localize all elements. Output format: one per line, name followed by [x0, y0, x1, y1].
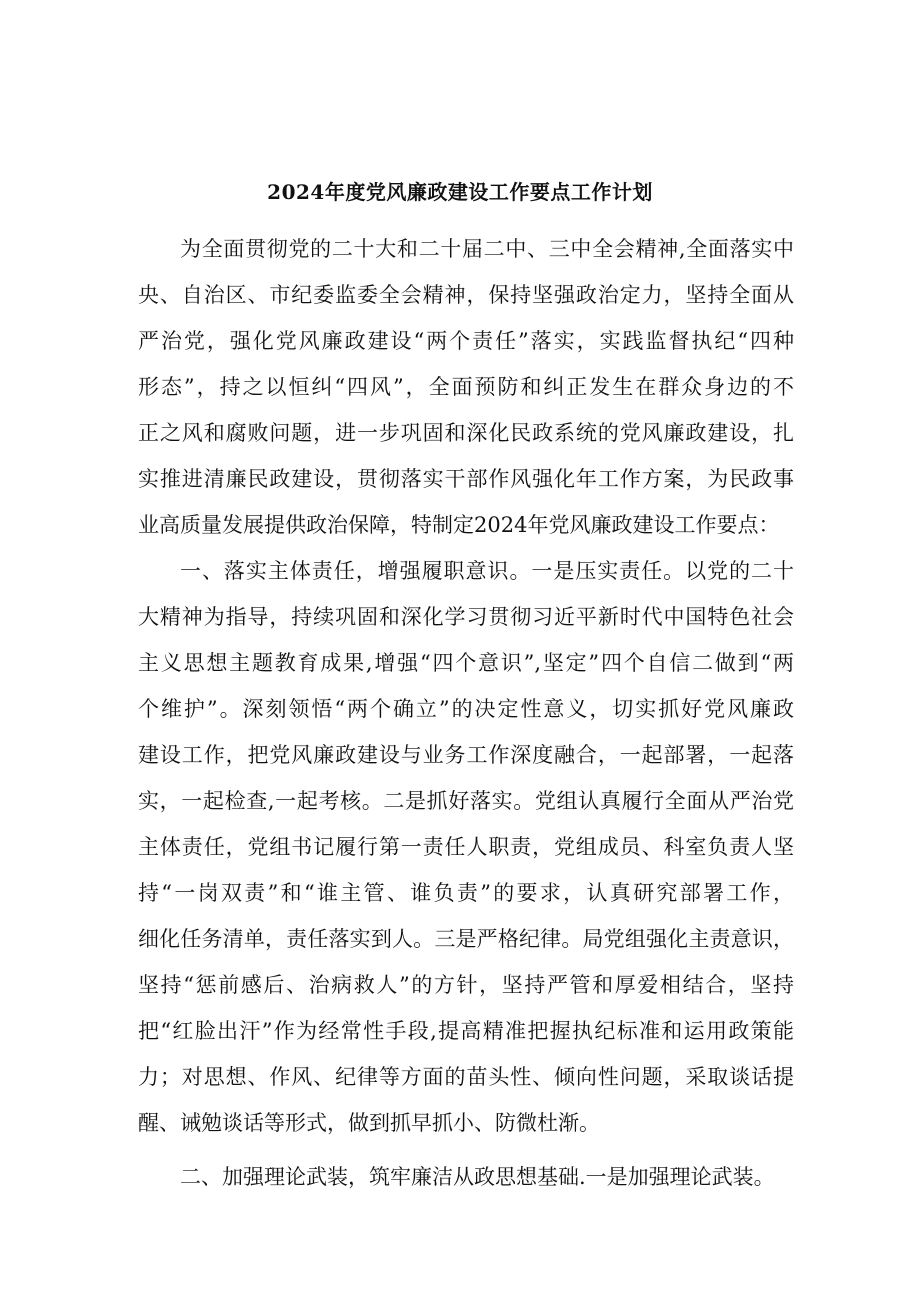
document-title: 2024年度党风廉政建设工作要点工作计划: [267, 180, 653, 204]
text-line: 大精神为指导，持续巩固和深化学习贯彻习近平新时代中国特色社会: [138, 605, 794, 629]
text-line: 实推进清廉民政建设，贯彻落实干部作风强化年工作方案，为民政事: [138, 467, 794, 491]
text-line: 严治党，强化党风廉政建设“两个责任”落实，实践监督执纪“四种: [138, 329, 794, 353]
text-line: 建设工作，把党风廉政建设与业务工作深度融合，一起部署，一起落: [138, 743, 794, 767]
text-line: 把“红脸出汗”作为经常性手段,提高精准把握执纪标准和运用政策能: [138, 1019, 794, 1043]
document-body: [138, 226, 794, 1200]
text-line: 二、加强理论武装，筑牢廉洁从政思想基础.一是加强理论武装。: [180, 1165, 775, 1189]
paragraph-gap: [138, 1146, 794, 1154]
text-line: 实，一起检查,一起考核。二是抓好落实。党组认真履行全面从严治党: [138, 789, 794, 813]
text-line: 形态”，持之以恒纠“四风”，全面预防和纠正发生在群众身边的不: [138, 375, 794, 399]
text-line: 个维护”。深刻领悟“两个确立”的决定性意义，切实抓好党风廉政: [138, 697, 794, 721]
text-line: 主体责任，党组书记履行第一责任人职责，党组成员、科室负责人坚: [138, 835, 794, 859]
text-line: 主义思想主题教育成果,增强“四个意识”,坚定”四个自信二做到“两: [138, 651, 794, 675]
text-line: 力；对思想、作风、纪律等方面的苗头性、倾向性问题，采取谈话提: [138, 1065, 794, 1089]
paragraph-intro: [138, 226, 794, 548]
text-line: 坚持“惩前感后、治病救人”的方针，坚持严管和厚爱相结合，坚持: [138, 973, 794, 997]
text-line: 醒、诫勉谈话等形式，做到抓早抓小、防微杜渐。: [138, 1111, 600, 1135]
paragraph-section-one: [138, 548, 794, 1146]
text-line: 为全面贯彻党的二十大和二十届二中、三中全会精神,全面落实中: [180, 237, 794, 261]
text-line: 央、自治区、市纪委监委全会精神，保持坚强政治定力，坚持全面从: [138, 283, 794, 307]
text-line: 持“一岗双责”和“谁主管、谁负责”的要求，认真研究部署工作，: [138, 881, 794, 905]
text-line: 正之风和腐败问题，进一步巩固和深化民政系统的党风廉政建设，扎: [138, 421, 794, 445]
paragraph-section-two: [138, 1154, 794, 1200]
text-line: 一、落实主体责任，增强履职意识。一是压实责任。以党的二十: [180, 559, 794, 583]
text-line: 细化任务清单，责任落实到人。三是严格纪律。局党组强化主责意识，: [138, 927, 794, 951]
text-line: 业高质量发展提供政治保障，特制定2024年党风廉政建设工作要点：: [138, 513, 780, 537]
